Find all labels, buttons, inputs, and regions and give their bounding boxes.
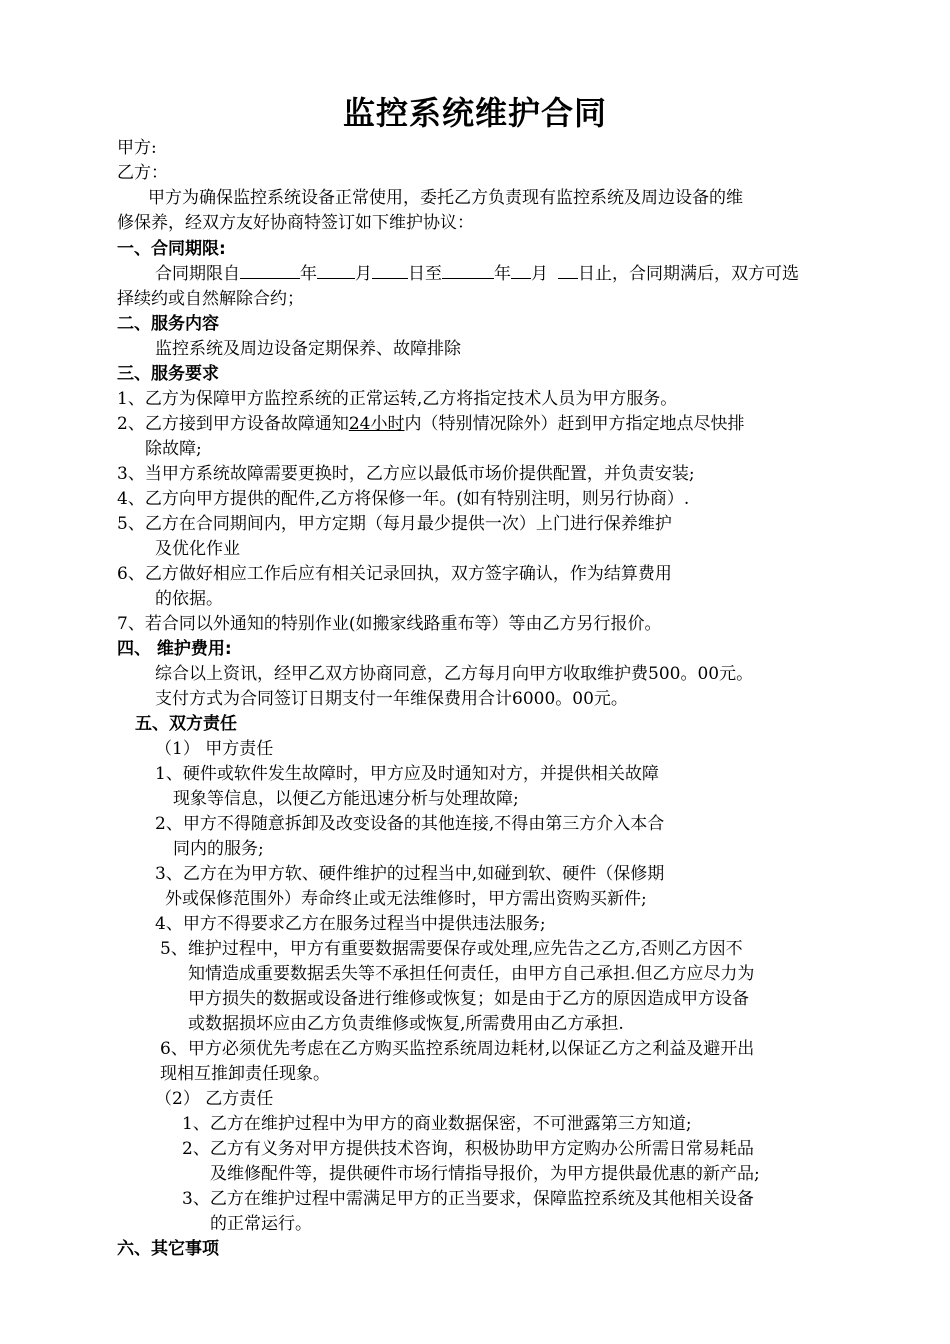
- requirement-5: 5、乙方在合同期间内，甲方定期（每月最少提供一次）上门进行保养维护: [117, 514, 672, 534]
- party-b-duty-3: 3、乙方在维护过程中需满足甲方的正当要求，保障监控系统及其他相关设备: [182, 1189, 754, 1209]
- party-a-duty-2-cont: 同内的服务;: [173, 839, 264, 859]
- contract-period-line: 合同期限自 年 月 日至 年 月 日止，合同期满后，双方可选: [155, 264, 799, 284]
- party-a-duty-6-cont: 现相互推卸责任现象。: [160, 1064, 330, 1084]
- party-a-duty-3: 3、乙方在为甲方软、硬件维护的过程当中,如碰到软、硬件（保修期: [155, 864, 665, 884]
- requirement-2: 2、乙方接到甲方设备故障通知24小时内（特别情况除外）赶到甲方指定地点尽快排: [117, 414, 745, 434]
- blank-start-year[interactable]: [240, 262, 300, 279]
- party-a-duty-4: 4、甲方不得要求乙方在服务过程当中提供违法服务;: [155, 914, 546, 934]
- intro-line-2: 修保养，经双方友好协商特签订如下维护协议：: [117, 213, 474, 233]
- section-2-heading: 二、服务内容: [117, 314, 219, 334]
- requirement-6-cont: 的依据。: [155, 589, 223, 609]
- party-b-duty-3-cont: 的正常运行。: [210, 1214, 312, 1234]
- requirement-5-cont: 及优化作业: [155, 539, 240, 559]
- document-title: 监控系统维护合同: [342, 94, 607, 132]
- contract-period-line-2: 择续约或自然解除合约；: [117, 289, 304, 309]
- party-a-label: 甲方:: [117, 138, 157, 158]
- response-time: 24小时: [348, 414, 405, 434]
- section-5-heading: 五、双方责任: [135, 714, 237, 734]
- party-a-duty-5-cont-1: 知情造成重要数据丢失等不承担任何责任，由甲方自己承担.但乙方应尽力为: [188, 964, 755, 984]
- party-a-duty-6: 6、甲方必须优先考虑在乙方购买监控系统周边耗材,以保证乙方之利益及避开出: [160, 1039, 755, 1059]
- requirement-1: 1、乙方为保障甲方监控系统的正常运转,乙方将指定技术人员为甲方服务。: [117, 389, 678, 409]
- party-b-duty-2: 2、乙方有义务对甲方提供技术咨询，积极协助甲方定购办公所需日常易耗品: [182, 1139, 754, 1159]
- party-a-duties-title: （1） 甲方责任: [155, 739, 274, 759]
- party-b-duties-title: （2） 乙方责任: [155, 1089, 274, 1109]
- blank-start-month[interactable]: [317, 262, 355, 279]
- blank-end-day[interactable]: [558, 262, 578, 279]
- party-a-duty-3-cont: 外或保修范围外）寿命终止或无法维修时，甲方需出资购买新件;: [165, 889, 647, 909]
- party-a-duty-5: 5、维护过程中，甲方有重要数据需要保存或处理,应先告之乙方,否则乙方因不: [160, 939, 743, 959]
- section-6-heading: 六、其它事项: [117, 1239, 219, 1259]
- blank-end-month[interactable]: [511, 262, 531, 279]
- requirement-2-cont: 除故障;: [145, 439, 202, 459]
- blank-start-day[interactable]: [372, 262, 408, 279]
- party-a-duty-5-cont-2: 甲方损失的数据或设备进行维修或恢复；如是由于乙方的原因造成甲方设备: [188, 989, 749, 1009]
- service-content: 监控系统及周边设备定期保养、故障排除: [155, 339, 461, 359]
- intro-line-1: 甲方为确保监控系统设备正常使用，委托乙方负责现有监控系统及周边设备的维: [148, 188, 743, 208]
- requirement-7: 7、若合同以外通知的特别作业(如搬家线路重布等）等由乙方另行报价。: [117, 614, 662, 634]
- blank-end-year[interactable]: [442, 262, 494, 279]
- fee-line-2: 支付方式为合同签订日期支付一年维保费用合计6000。00元。: [155, 689, 628, 709]
- party-a-duty-1: 1、硬件或软件发生故障时，甲方应及时通知对方，并提供相关故障: [155, 764, 659, 784]
- party-b-duty-2-cont: 及维修配件等，提供硬件市场行情指导报价，为甲方提供最优惠的新产品;: [210, 1164, 760, 1184]
- party-b-label: 乙方：: [117, 163, 168, 183]
- party-b-duty-1: 1、乙方在维护过程中为甲方的商业数据保密，不可泄露第三方知道;: [182, 1114, 692, 1134]
- party-a-duty-5-cont-3: 或数据损坏应由乙方负责维修或恢复,所需费用由乙方承担.: [188, 1014, 624, 1034]
- section-3-heading: 三、服务要求: [117, 364, 219, 384]
- requirement-6: 6、乙方做好相应工作后应有相关记录回执，双方签字确认，作为结算费用: [117, 564, 672, 584]
- section-1-heading: 一、合同期限:: [117, 239, 226, 259]
- party-a-duty-2: 2、甲方不得随意拆卸及改变设备的其他连接,不得由第三方介入本合: [155, 814, 665, 834]
- requirement-4: 4、乙方向甲方提供的配件,乙方将保修一年。(如有特别注明，则另行协商）.: [117, 489, 690, 509]
- fee-line-1: 综合以上资讯，经甲乙双方协商同意，乙方每月向甲方收取维护费500。00元。: [155, 664, 754, 684]
- party-a-duty-1-cont: 现象等信息，以便乙方能迅速分析与处理故障;: [173, 789, 519, 809]
- section-4-heading: 四、 维护费用:: [117, 639, 232, 659]
- requirement-3: 3、当甲方系统故障需要更换时，乙方应以最低市场价提供配置，并负责安装;: [117, 464, 695, 484]
